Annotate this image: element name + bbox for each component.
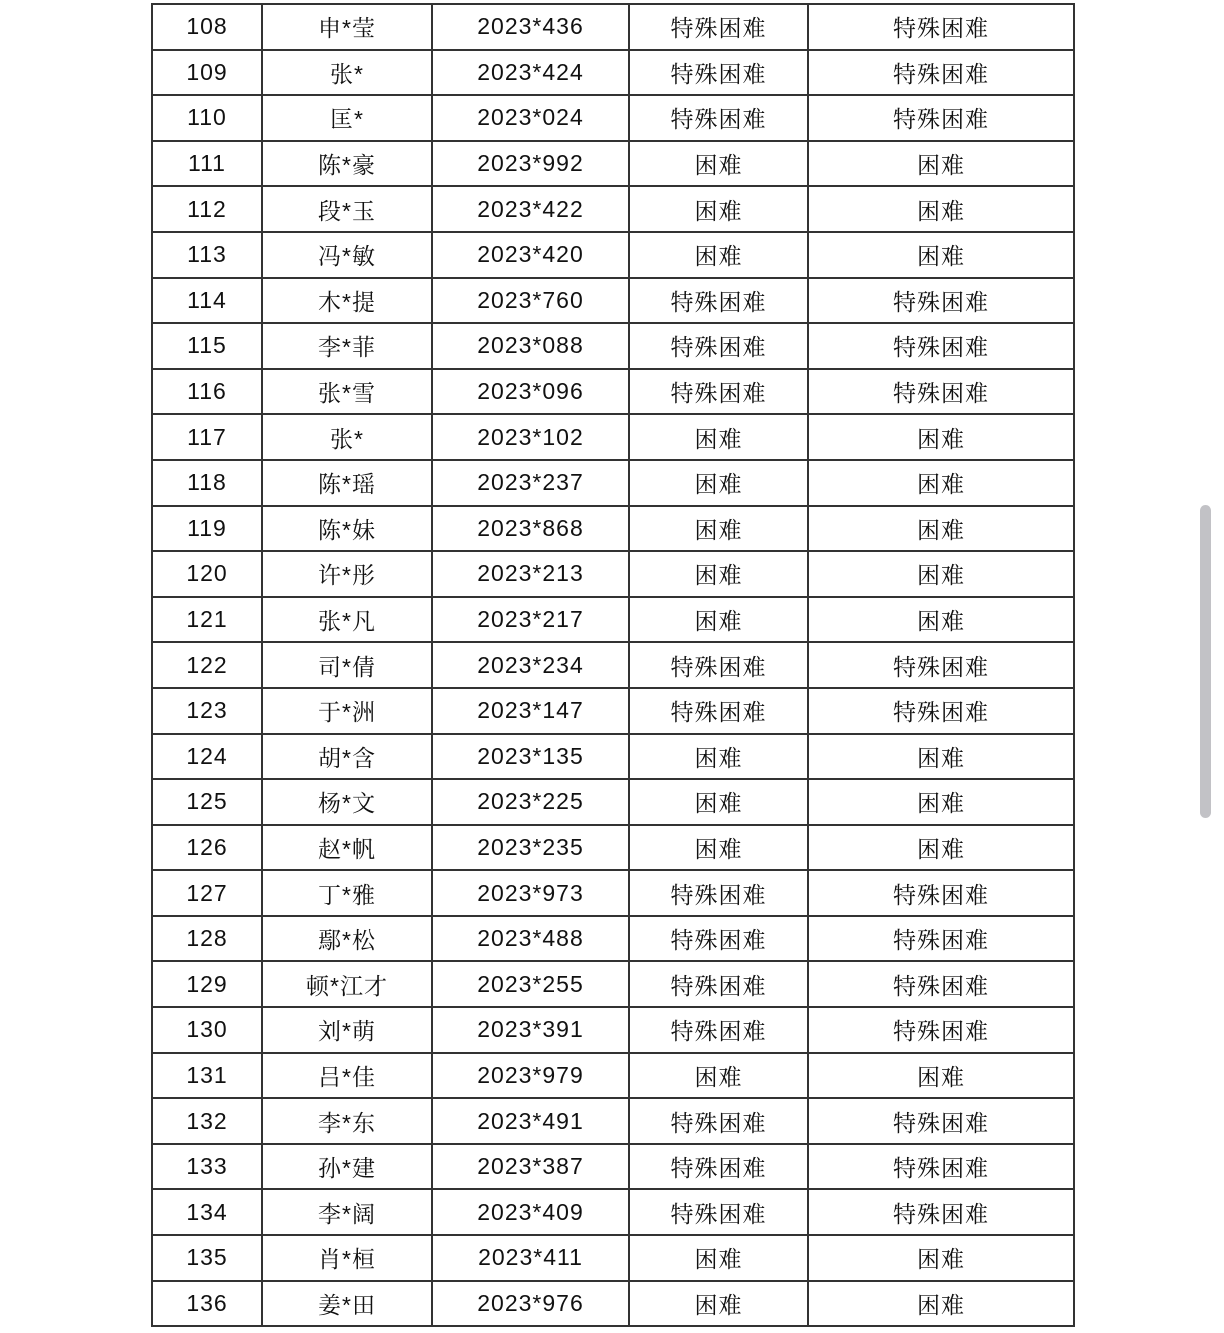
table-cell-name: 丁*雅 [262, 870, 432, 916]
table-cell-index: 113 [152, 232, 262, 278]
table-cell-applied-level: 困难 [629, 1281, 808, 1327]
table-row [152, 551, 1074, 597]
table-cell-index: 118 [152, 460, 262, 506]
table-cell-index: 114 [152, 278, 262, 324]
table-cell-confirmed-level: 困难 [808, 1281, 1074, 1327]
table-cell-applied-level: 困难 [629, 506, 808, 552]
table-cell-confirmed-level: 特殊困难 [808, 369, 1074, 415]
table-cell-index: 117 [152, 414, 262, 460]
table-cell-name: 吕*佳 [262, 1053, 432, 1099]
table-row [152, 278, 1074, 324]
table-cell-index: 112 [152, 186, 262, 232]
table-cell-confirmed-level: 特殊困难 [808, 50, 1074, 96]
table-cell-name: 陈*豪 [262, 141, 432, 187]
table-cell-applied-level: 特殊困难 [629, 688, 808, 734]
table-cell-name: 李*东 [262, 1098, 432, 1144]
table-cell-index: 115 [152, 323, 262, 369]
table-cell-applied-level: 困难 [629, 734, 808, 780]
table-cell-index: 134 [152, 1189, 262, 1235]
table-cell-index: 116 [152, 369, 262, 415]
table-cell-applied-level: 困难 [629, 825, 808, 871]
table-cell-applied-level: 特殊困难 [629, 1144, 808, 1190]
table-body [152, 4, 1074, 1326]
table-row [152, 916, 1074, 962]
table-cell-index: 130 [152, 1007, 262, 1053]
table-cell-student-id: 2023*102 [432, 414, 629, 460]
table-cell-index: 128 [152, 916, 262, 962]
table-cell-confirmed-level: 特殊困难 [808, 870, 1074, 916]
table-cell-name: 李*阔 [262, 1189, 432, 1235]
table-row [152, 1189, 1074, 1235]
table-cell-student-id: 2023*235 [432, 825, 629, 871]
table-cell-student-id: 2023*024 [432, 95, 629, 141]
table-cell-student-id: 2023*213 [432, 551, 629, 597]
table-cell-name: 鄢*松 [262, 916, 432, 962]
table-cell-applied-level: 困难 [629, 551, 808, 597]
table-cell-index: 125 [152, 779, 262, 825]
table-row [152, 95, 1074, 141]
table-cell-applied-level: 困难 [629, 460, 808, 506]
table-cell-applied-level: 困难 [629, 597, 808, 643]
table-cell-confirmed-level: 特殊困难 [808, 642, 1074, 688]
table-cell-name: 刘*萌 [262, 1007, 432, 1053]
table-cell-confirmed-level: 特殊困难 [808, 688, 1074, 734]
table-cell-name: 张*雪 [262, 369, 432, 415]
table-cell-confirmed-level: 特殊困难 [808, 1098, 1074, 1144]
table-cell-name: 李*菲 [262, 323, 432, 369]
table-cell-student-id: 2023*088 [432, 323, 629, 369]
table-cell-index: 135 [152, 1235, 262, 1281]
table-cell-index: 133 [152, 1144, 262, 1190]
table-cell-name: 木*提 [262, 278, 432, 324]
table-cell-name: 陈*妹 [262, 506, 432, 552]
table-cell-applied-level: 特殊困难 [629, 1007, 808, 1053]
table-cell-confirmed-level: 困难 [808, 186, 1074, 232]
table-cell-confirmed-level: 特殊困难 [808, 1007, 1074, 1053]
table-row [152, 1098, 1074, 1144]
table-cell-confirmed-level: 特殊困难 [808, 961, 1074, 1007]
table-cell-applied-level: 特殊困难 [629, 870, 808, 916]
table-cell-index: 121 [152, 597, 262, 643]
table-cell-student-id: 2023*409 [432, 1189, 629, 1235]
table-cell-applied-level: 特殊困难 [629, 1189, 808, 1235]
table-row [152, 688, 1074, 734]
table-cell-applied-level: 特殊困难 [629, 278, 808, 324]
table-cell-index: 110 [152, 95, 262, 141]
table-cell-confirmed-level: 困难 [808, 232, 1074, 278]
table-cell-student-id: 2023*992 [432, 141, 629, 187]
table-cell-student-id: 2023*973 [432, 870, 629, 916]
table-cell-applied-level: 困难 [629, 232, 808, 278]
table-cell-applied-level: 特殊困难 [629, 4, 808, 50]
table-cell-student-id: 2023*436 [432, 4, 629, 50]
table-row [152, 961, 1074, 1007]
table-cell-applied-level: 特殊困难 [629, 323, 808, 369]
table-row [152, 642, 1074, 688]
table-cell-applied-level: 特殊困难 [629, 369, 808, 415]
table-cell-index: 129 [152, 961, 262, 1007]
table-cell-index: 122 [152, 642, 262, 688]
table-cell-name: 申*莹 [262, 4, 432, 50]
table-cell-student-id: 2023*491 [432, 1098, 629, 1144]
table-cell-student-id: 2023*217 [432, 597, 629, 643]
table-row [152, 870, 1074, 916]
table-row [152, 232, 1074, 278]
student-aid-table [151, 3, 1075, 1327]
table-cell-name: 许*彤 [262, 551, 432, 597]
table-row [152, 50, 1074, 96]
table-cell-applied-level: 特殊困难 [629, 50, 808, 96]
table-cell-name: 孙*建 [262, 1144, 432, 1190]
table-cell-confirmed-level: 困难 [808, 1053, 1074, 1099]
table-cell-student-id: 2023*255 [432, 961, 629, 1007]
table-cell-student-id: 2023*420 [432, 232, 629, 278]
table-row [152, 186, 1074, 232]
table-cell-name: 顿*江才 [262, 961, 432, 1007]
table-cell-applied-level: 困难 [629, 779, 808, 825]
table-cell-name: 于*洲 [262, 688, 432, 734]
table-row [152, 414, 1074, 460]
table-row [152, 734, 1074, 780]
table-cell-name: 胡*含 [262, 734, 432, 780]
table-row [152, 597, 1074, 643]
table-cell-student-id: 2023*979 [432, 1053, 629, 1099]
table-cell-student-id: 2023*976 [432, 1281, 629, 1327]
table-cell-confirmed-level: 特殊困难 [808, 323, 1074, 369]
table-cell-student-id: 2023*411 [432, 1235, 629, 1281]
table-cell-student-id: 2023*237 [432, 460, 629, 506]
table-cell-confirmed-level: 困难 [808, 825, 1074, 871]
table-cell-confirmed-level: 困难 [808, 141, 1074, 187]
table-row [152, 825, 1074, 871]
table-row [152, 779, 1074, 825]
table-row [152, 506, 1074, 552]
table-cell-confirmed-level: 困难 [808, 506, 1074, 552]
table-cell-applied-level: 特殊困难 [629, 642, 808, 688]
table-cell-applied-level: 困难 [629, 141, 808, 187]
table-cell-index: 124 [152, 734, 262, 780]
vertical-scrollbar-thumb[interactable] [1200, 505, 1211, 818]
table-cell-confirmed-level: 困难 [808, 597, 1074, 643]
table-cell-student-id: 2023*225 [432, 779, 629, 825]
table-cell-applied-level: 困难 [629, 414, 808, 460]
table-cell-index: 136 [152, 1281, 262, 1327]
table-cell-name: 陈*瑶 [262, 460, 432, 506]
table-cell-index: 127 [152, 870, 262, 916]
table-cell-student-id: 2023*387 [432, 1144, 629, 1190]
table-cell-confirmed-level: 特殊困难 [808, 95, 1074, 141]
table-cell-confirmed-level: 困难 [808, 734, 1074, 780]
table-cell-applied-level: 特殊困难 [629, 961, 808, 1007]
table-cell-applied-level: 特殊困难 [629, 916, 808, 962]
table-cell-student-id: 2023*135 [432, 734, 629, 780]
table-cell-index: 126 [152, 825, 262, 871]
table-row [152, 460, 1074, 506]
table-cell-applied-level: 困难 [629, 1235, 808, 1281]
table-cell-name: 赵*帆 [262, 825, 432, 871]
table-cell-student-id: 2023*391 [432, 1007, 629, 1053]
table-cell-applied-level: 特殊困难 [629, 1098, 808, 1144]
table-cell-name: 杨*文 [262, 779, 432, 825]
table-cell-student-id: 2023*096 [432, 369, 629, 415]
table-cell-student-id: 2023*234 [432, 642, 629, 688]
table-cell-name: 冯*敏 [262, 232, 432, 278]
table-cell-student-id: 2023*760 [432, 278, 629, 324]
table-cell-name: 段*玉 [262, 186, 432, 232]
table-cell-applied-level: 困难 [629, 1053, 808, 1099]
table-row [152, 4, 1074, 50]
table-cell-index: 108 [152, 4, 262, 50]
table-cell-confirmed-level: 困难 [808, 414, 1074, 460]
table-cell-student-id: 2023*424 [432, 50, 629, 96]
table-cell-index: 111 [152, 141, 262, 187]
table-cell-index: 109 [152, 50, 262, 96]
table-cell-confirmed-level: 特殊困难 [808, 916, 1074, 962]
table-cell-confirmed-level: 特殊困难 [808, 4, 1074, 50]
table-cell-name: 肖*桓 [262, 1235, 432, 1281]
table-cell-name: 姜*田 [262, 1281, 432, 1327]
table-cell-student-id: 2023*488 [432, 916, 629, 962]
table-cell-student-id: 2023*422 [432, 186, 629, 232]
table-cell-applied-level: 特殊困难 [629, 95, 808, 141]
table-cell-confirmed-level: 特殊困难 [808, 278, 1074, 324]
table-cell-student-id: 2023*868 [432, 506, 629, 552]
table-cell-confirmed-level: 困难 [808, 460, 1074, 506]
table-cell-student-id: 2023*147 [432, 688, 629, 734]
table-cell-confirmed-level: 困难 [808, 779, 1074, 825]
table-cell-index: 123 [152, 688, 262, 734]
table-row [152, 141, 1074, 187]
table-cell-confirmed-level: 特殊困难 [808, 1189, 1074, 1235]
table-cell-index: 131 [152, 1053, 262, 1099]
table-cell-name: 张* [262, 50, 432, 96]
table-cell-confirmed-level: 困难 [808, 551, 1074, 597]
table-cell-name: 张*凡 [262, 597, 432, 643]
table-cell-index: 120 [152, 551, 262, 597]
table-cell-confirmed-level: 特殊困难 [808, 1144, 1074, 1190]
table-cell-name: 匡* [262, 95, 432, 141]
table-cell-confirmed-level: 困难 [808, 1235, 1074, 1281]
table-row [152, 1053, 1074, 1099]
table-row [152, 1144, 1074, 1190]
table-cell-applied-level: 困难 [629, 186, 808, 232]
table-row [152, 323, 1074, 369]
table-cell-name: 司*倩 [262, 642, 432, 688]
table-row [152, 1235, 1074, 1281]
table-cell-index: 132 [152, 1098, 262, 1144]
table-row [152, 1007, 1074, 1053]
table-cell-index: 119 [152, 506, 262, 552]
table-cell-name: 张* [262, 414, 432, 460]
table-row [152, 369, 1074, 415]
table-row [152, 1281, 1074, 1327]
